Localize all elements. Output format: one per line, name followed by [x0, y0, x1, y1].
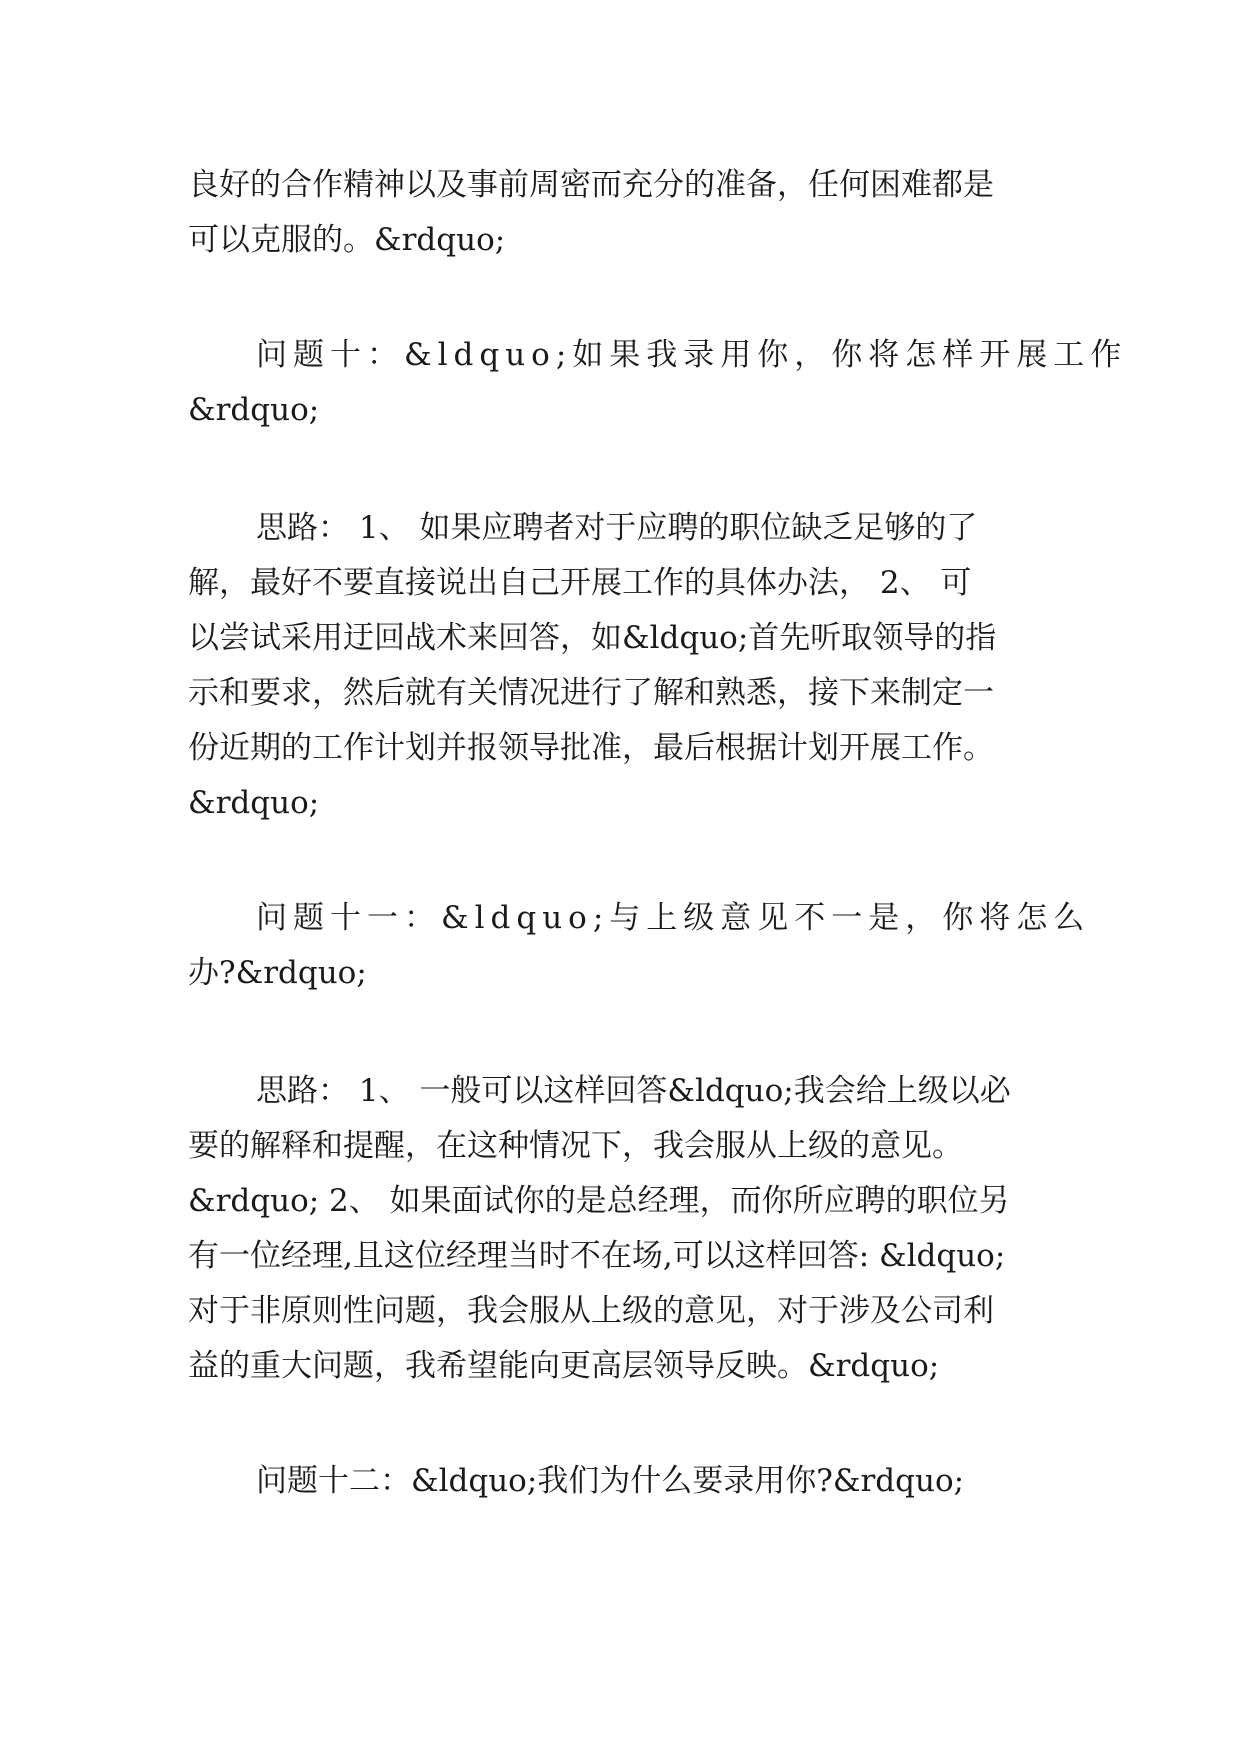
- text-line: 良好的合作精神以及事前周密而充分的准备，任何困难都是: [188, 167, 994, 203]
- text-line: 有一位经理,且这位经理当时不在场,可以这样回答: &ldquo;: [188, 1238, 1006, 1274]
- answer-11-line: 思路： 1、 一般可以这样回答&ldquo;我会给上级以必: [256, 1073, 1011, 1109]
- question-11-heading: 问题十一：&ldquo;与上级意见不一是，你将怎么: [256, 900, 1091, 936]
- text-line: 解，最好不要直接说出自己开展工作的具体办法， 2、 可: [188, 565, 972, 601]
- question-10-heading: 问题十：&ldquo;如果我录用你，你将怎样开展工作: [256, 337, 1128, 373]
- text-line: 份近期的工作计划并报领导批准，最后根据计划开展工作。: [188, 730, 994, 766]
- text-line: 示和要求，然后就有关情况进行了解和熟悉，接下来制定一: [188, 675, 994, 711]
- text-line: 益的重大问题，我希望能向更高层领导反映。&rdquo;: [188, 1348, 940, 1384]
- text-line: 办?&rdquo;: [188, 955, 367, 991]
- question-12-heading: 问题十二：&ldquo;我们为什么要录用你?&rdquo;: [256, 1463, 965, 1499]
- text-line: &rdquo;: [188, 392, 320, 428]
- answer-10-line: 思路： 1、 如果应聘者对于应聘的职位缺乏足够的了: [256, 510, 978, 546]
- text-line: &rdquo;: [188, 785, 320, 821]
- text-line: 对于非原则性问题，我会服从上级的意见，对于涉及公司利: [188, 1293, 994, 1329]
- text-line: 可以克服的。&rdquo;: [188, 222, 506, 258]
- text-line: &rdquo; 2、 如果面试你的是总经理，而你所应聘的职位另: [188, 1183, 1010, 1219]
- text-line: 要的解释和提醒，在这种情况下，我会服从上级的意见。: [188, 1128, 963, 1164]
- text-line: 以尝试采用迂回战术来回答，如&ldquo;首先听取领导的指: [188, 620, 997, 656]
